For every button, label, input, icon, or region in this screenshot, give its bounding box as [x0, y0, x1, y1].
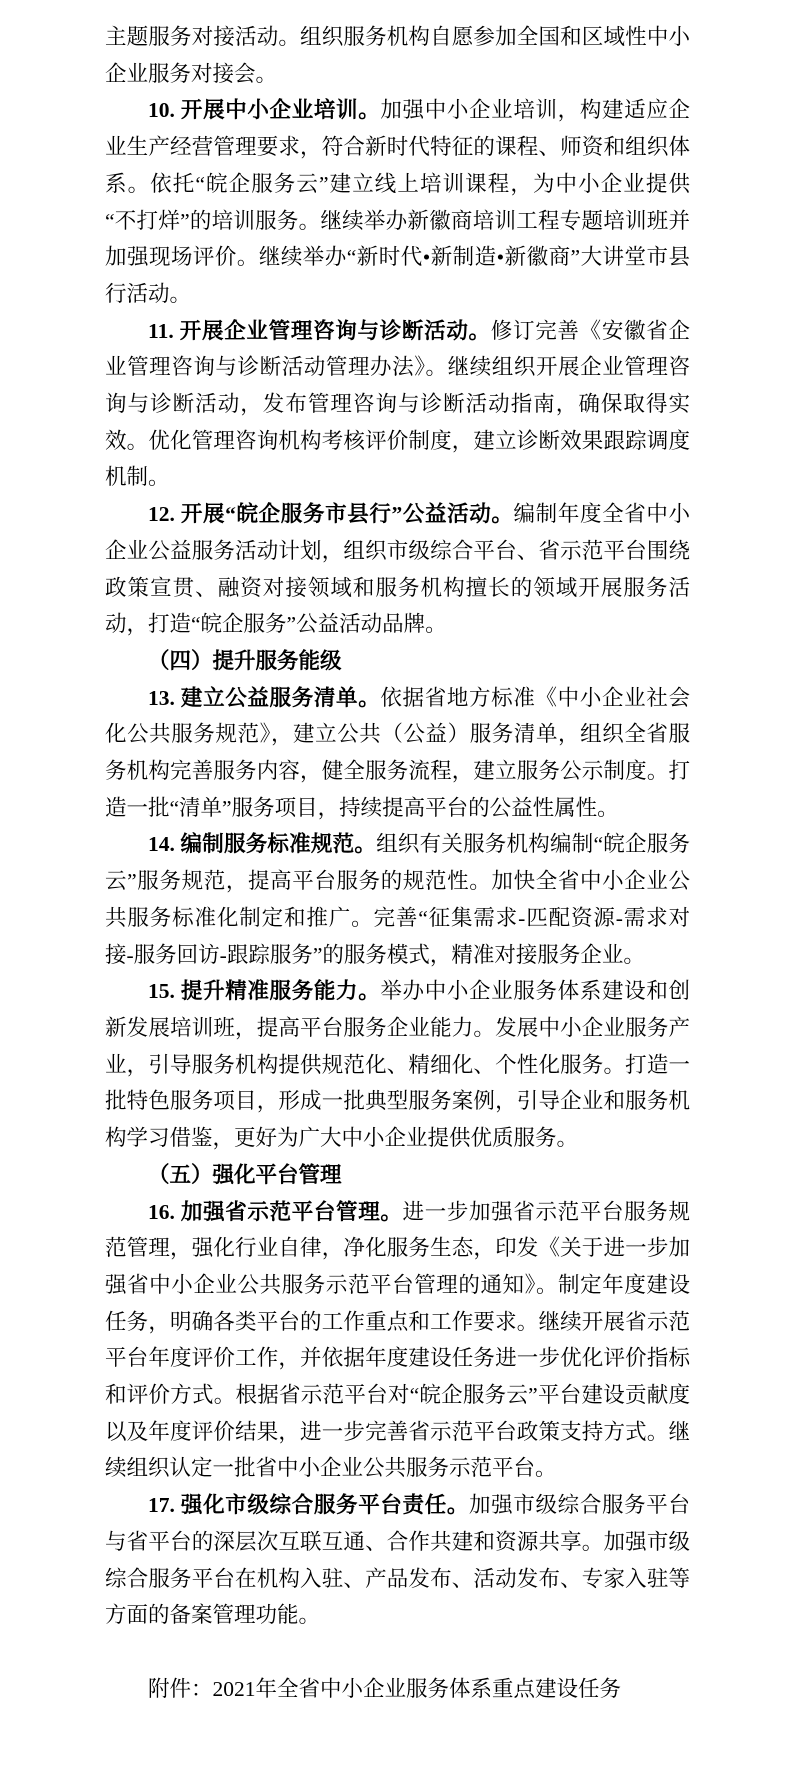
section-heading-5	[105, 1157, 690, 1194]
paragraph-text: 修订完善《安徽省企业管理咨询与诊断活动管理办法》。继续组织开展企业管理咨询与诊断活动，发布管理咨询与诊断活动指南，确保取得实效。优化管理咨询机构考核评价制度，建立诊断效果跟踪调度机制。	[105, 318, 690, 490]
paragraph-item-15	[105, 973, 690, 1157]
paragraph-text: 依据省地方标准《中小企业社会化公共服务规范》，建立公共（公益）服务清单，组织全省服务机构完善服务内容，健全服务流程，建立服务公示制度。打造一批“清单”服务项目，持续提高平台的公益性属性。	[105, 685, 690, 820]
paragraph-lead: 10. 开展中小企业培训。	[148, 98, 381, 123]
paragraph-lead: 15. 提升精准服务能力。	[148, 979, 381, 1004]
paragraph-item-10	[105, 92, 690, 312]
paragraph-item-11	[105, 313, 690, 497]
paragraph-text: 进一步加强省示范平台服务规范管理，强化行业自律，净化服务生态，印发《关于进一步加强省中小企业公共服务示范平台管理的通知》。制定年度建设任务，明确各类平台的工作重点和工作要求。继续开展省示范平台年度评价工作，并依据年度建设任务进一步优化评价指标和评价方式。根据省示范平台对“皖企服务云”平台建设贡献度以及年度评价结果，进一步完善省示范平台政策支持方式。继续组织认定一批省中小企业公共服务示范平台。	[105, 1199, 690, 1481]
paragraph-text: 编制年度全省中小企业公益服务活动计划，组织市级综合平台、省示范平台围绕政策宣贯、融资对接领域和服务机构擅长的领域开展服务活动，打造“皖企服务”公益活动品牌。	[105, 502, 690, 637]
section-heading-label: （四）提升服务能级	[148, 648, 342, 673]
paragraph-lead: 14. 编制服务标准规范。	[148, 832, 377, 857]
attachment-line	[105, 1671, 690, 1708]
attachment-text: 附件：2021年全省中小企业服务体系重点建设任务	[148, 1676, 622, 1701]
paragraph-item-16	[105, 1194, 690, 1488]
paragraph-lead: 16. 加强省示范平台管理。	[148, 1199, 403, 1224]
section-heading-4	[105, 643, 690, 680]
paragraph-lead: 12. 开展“皖企服务市县行”公益活动。	[148, 502, 514, 527]
paragraph-item-17	[105, 1487, 690, 1634]
paragraph-text: 举办中小企业服务体系建设和创新发展培训班，提高平台服务企业能力。发展中小企业服务产业，引导服务机构提供规范化、精细化、个性化服务。打造一批特色服务项目，形成一批典型服务案例，引导企业和服务机构学习借鉴，更好为广大中小企业提供优质服务。	[105, 979, 690, 1151]
paragraph-item-14	[105, 826, 690, 973]
paragraph-item-12	[105, 496, 690, 643]
paragraph-lead: 17. 强化市级综合服务平台责任。	[148, 1493, 470, 1518]
paragraph-continuation	[105, 19, 690, 92]
paragraph-lead: 11. 开展企业管理咨询与诊断活动。	[148, 318, 491, 343]
paragraph-text: 加强中小企业培训，构建适应企业生产经营管理要求，符合新时代特征的课程、师资和组织体系。依托“皖企服务云”建立线上培训课程，为中小企业提供“不打烊”的培训服务。继续举办新徽商培训工程专题培训班并加强现场评价。继续举办“新时代•新制造•新徽商”大讲堂市县行活动。	[105, 98, 690, 306]
paragraph-text: 主题服务对接活动。组织服务机构自愿参加全国和区域性中小企业服务对接会。	[105, 25, 690, 86]
paragraph-lead: 13. 建立公益服务清单。	[148, 685, 381, 710]
paragraph-text: 组织有关服务机构编制“皖企服务云”服务规范，提高平台服务的规范性。加快全省中小企业公共服务标准化制定和推广。完善“征集需求-匹配资源-需求对接-服务回访-跟踪服务”的服务模式，精准对接服务企业。	[105, 832, 690, 967]
section-heading-label: （五）强化平台管理	[148, 1162, 342, 1187]
paragraph-item-13	[105, 680, 690, 827]
paragraph-text: 加强市级综合服务平台与省平台的深层次互联互通、合作共建和资源共享。加强市级综合服务平台在机构入驻、产品发布、活动发布、专家入驻等方面的备案管理功能。	[105, 1493, 690, 1628]
